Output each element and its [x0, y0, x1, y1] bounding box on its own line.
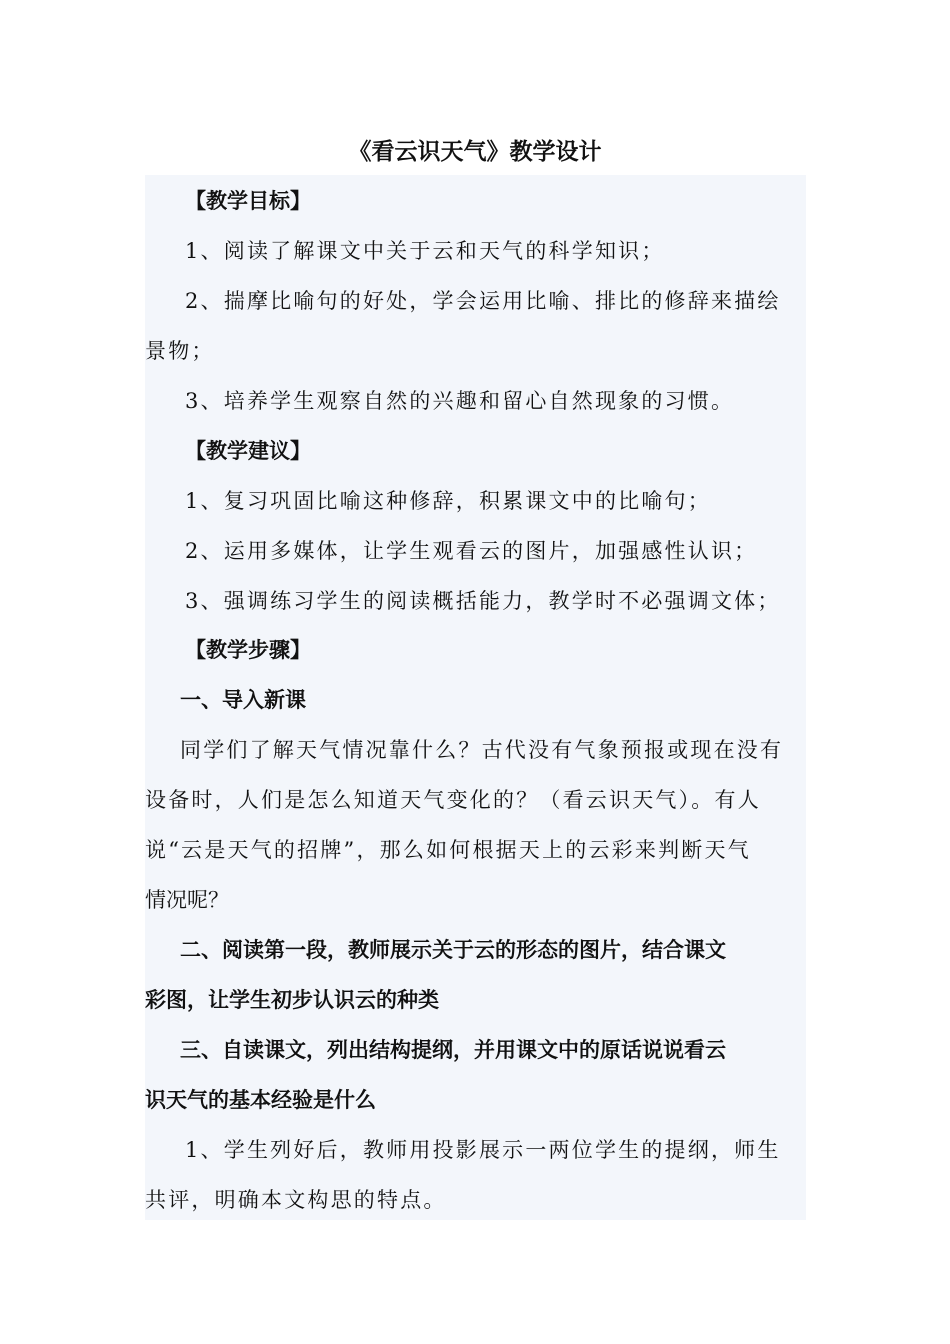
- step-3-text-line-2: 共评，明确本文构思的特点。: [145, 1188, 447, 1212]
- suggestion-2: 2、运用多媒体，让学生观看云的图片，加强感性认识；: [185, 539, 758, 563]
- objective-1: 1、阅读了解课文中关于云和天气的科学知识；: [185, 239, 665, 263]
- suggestion-3: 3、强调练习学生的阅读概括能力，教学时不必强调文体；: [185, 589, 781, 613]
- objective-2-continuation: 景物；: [145, 339, 215, 363]
- objective-2: 2、揣摩比喻句的好处，学会运用比喻、排比的修辞来描绘: [185, 289, 781, 313]
- step-3-text-line-1: 1、学生列好后，教师用投影展示一两位学生的提纲，师生: [185, 1138, 781, 1162]
- step-1-text-line-4: 情况呢？: [145, 888, 229, 912]
- suggestions-heading: 【教学建议】: [185, 439, 311, 463]
- step-1-heading: 一、导入新课: [180, 688, 306, 712]
- step-3-heading-line-2: 识天气的基本经验是什么: [145, 1088, 376, 1112]
- document-title: 《看云识天气》教学设计: [348, 139, 602, 165]
- suggestion-1: 1、复习巩固比喻这种修辞，积累课文中的比喻句；: [185, 489, 711, 513]
- objectives-heading: 【教学目标】: [185, 189, 311, 213]
- steps-heading: 【教学步骤】: [185, 638, 311, 662]
- step-3-heading-line-1: 三、自读课文，列出结构提纲，并用课文中的原话说说看云: [180, 1038, 726, 1062]
- objective-3: 3、培养学生观察自然的兴趣和留心自然现象的习惯。: [185, 389, 735, 413]
- step-2-heading-line-2: 彩图，让学生初步认识云的种类: [145, 988, 439, 1012]
- step-1-text-line-2: 设备时，人们是怎么知道天气变化的？（看云识天气）。有人: [145, 788, 761, 812]
- step-2-heading-line-1: 二、阅读第一段，教师展示关于云的形态的图片，结合课文: [180, 938, 726, 962]
- step-1-text-line-1: 同学们了解天气情况靠什么？古代没有气象预报或现在没有: [180, 738, 784, 762]
- step-1-text-line-3: 说“云是天气的招牌”，那么如何根据天上的云彩来判断天气: [145, 838, 751, 862]
